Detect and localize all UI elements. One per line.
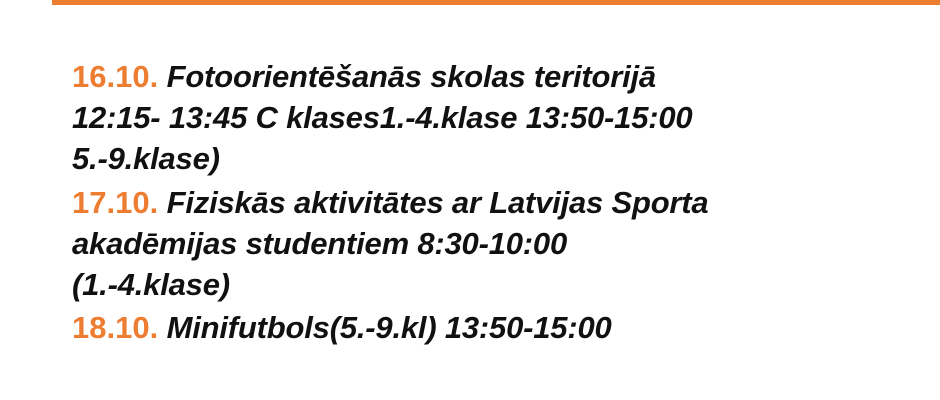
schedule-entry-date: 17.10. [72,184,159,220]
schedule-entry-line: akadēmijas studentiem 8:30-10:00 [72,225,568,261]
schedule-list [72,56,932,351]
schedule-entry [72,307,932,348]
schedule-entry-text: Minifutbols(5.-9.kl) 13:50-15:00 [158,310,612,346]
schedule-entry-date: 18.10. [72,310,159,346]
schedule-entry-text: Fotoorientēšanās skolas teritorijā [158,59,656,94]
top-divider-rule [52,0,940,5]
schedule-entry-first-line [72,307,932,348]
schedule-entry-date: 16.10. [72,59,159,94]
schedule-entry [72,56,932,180]
schedule-entry-line: (1.-4.klase) [72,267,230,303]
schedule-entry-line: 5.-9.klase) [72,141,220,177]
schedule-entry-first-line [72,56,932,97]
schedule-entry-first-line [72,182,932,223]
schedule-entry-line: 12:15- 13:45 C klases1.-4.klase 13:50-15:00 [72,100,693,136]
schedule-entry-text: Fiziskās aktivitātes ar Latvijas Sporta [158,184,709,220]
schedule-entry [72,182,932,306]
